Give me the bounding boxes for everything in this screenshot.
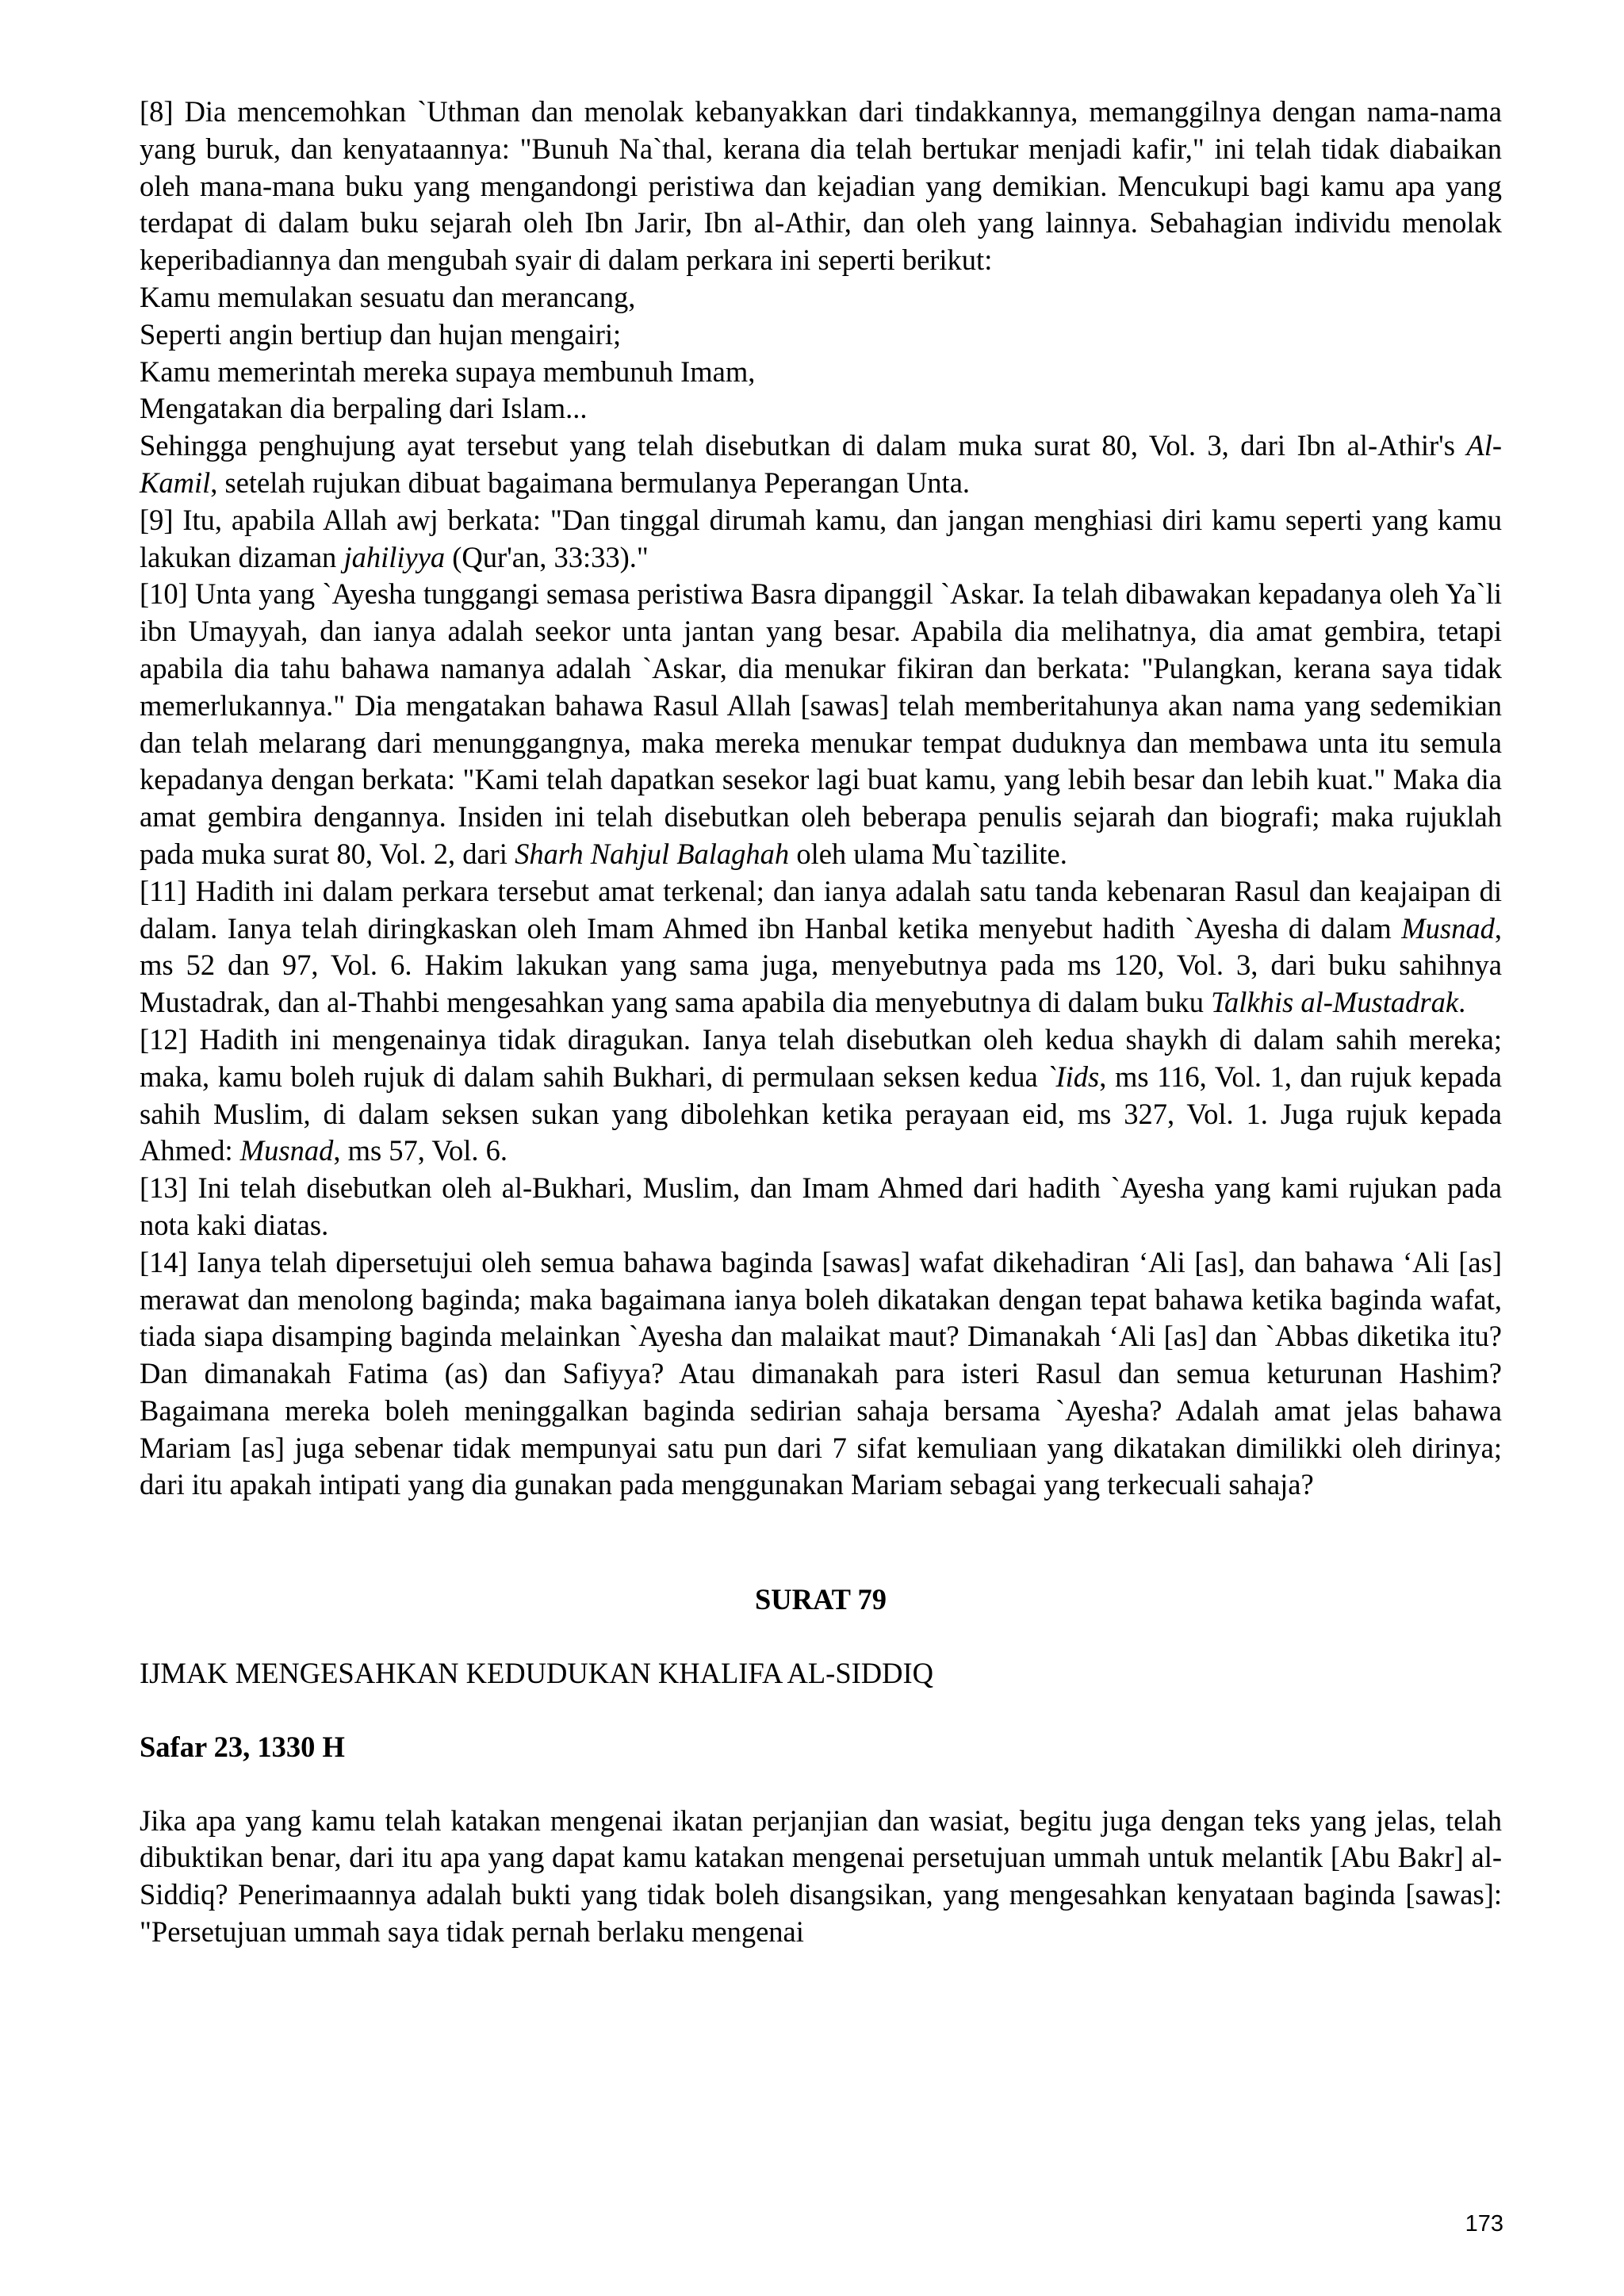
footnote-8-text: [8] Dia mencemohkan `Uthman dan menolak kebanyakkan dari tindakkannya, memanggilnya dengan nama-nama yang buruk, dan kenyataannya: "Bunuh Na`thal, kerana dia telah bertukar menjadi kafir," ini telah tidak diabaikan oleh mana-mana buku yang mengandongi peristiwa dan kejadian yang demikian. Mencukupi bagi kamu apa yang terdapat di dalam buku sejarah oleh Ibn Jarir, Ibn al-Athir, dan oleh yang lainnya. Sebahagian individu menolak keperibadiannya dan mengubah syair di dalam perkara ini seperti berikut: [140,95,1502,277]
text-run: (Qur'an, 33:33)." [445,540,649,573]
text-run: [13] Ini telah disebutkan oleh al-Bukhari, Muslim, dan Imam Ahmed dari hadith `Ayesha yang kami rujukan pada nota kaki diatas. [140,1171,1502,1241]
letter-body: Jika apa yang kamu telah katakan mengenai ikatan perjanjian dan wasiat, begitu juga dengan teks yang jelas, telah dibuktikan benar, dari itu apa yang dapat kamu katakan mengenai persetujuan ummah untuk melantik [Abu Bakr] al-Siddiq? Penerimaannya adalah bukti yang tidak boleh disangsikan, yang mengesahkan kenyataan baginda [sawas]: "Persetujuan ummah saya tidak pernah berlaku mengenai [140,1803,1502,1949]
book-title: Sharh Nahjul Balaghah [515,837,790,870]
letter-subheading: IJMAK MENGESAHKAN KEDUDUKAN KHALIFA AL-SIDDIQ [140,1657,934,1690]
spacer [140,1619,1502,1655]
poem-line: Kamu memulakan sesuatu dan merancang, [140,280,636,313]
letter-heading: SURAT 79 [755,1583,887,1616]
poem [140,279,1502,427]
italic-term: `Iids [1046,1060,1100,1093]
footnote-11 [140,873,1502,1022]
book-title: Talkhis al-Mustadrak [1211,986,1459,1019]
text-run: [10] Unta yang `Ayesha tunggangi semasa peristiwa Basra dipanggil `Askar. Ia telah dibawakan kepadanya oleh Ya`li ibn Umayyah, dan ianya adalah seekor unta jantan yang besar. Apabila dia melihatnya, dia amat gembira, tetapi apabila dia tahu bahawa namanya adalah `Askar, dia menukar fikiran dan berkata: "Pulangkan, kerana saya tidak memerlukannya." Dia mengatakan bahawa Rasul Allah [sawas] telah memberitahunya akan nama yang sedemikian dan telah melarang dari menunggangnya, maka mereka menukar tempat duduknya dan membawa unta itu semula kepadanya dengan berkata: "Kami telah dapatkan sesekor lagi buat kamu, yang lebih besar dan lebih kuat." Maka dia amat gembira dengannya. Insiden ini telah disebutkan oleh beberapa penulis sejarah dan biografi; maka rujuklah pada muka surat 80, Vol. 2, dari [140,577,1502,870]
spacer [140,1766,1502,1803]
footnote-8 [140,94,1502,279]
footnote-10 [140,576,1502,872]
text-run: oleh ulama Mu`tazilite. [789,837,1067,870]
book-title: Musnad [1401,911,1495,945]
footnote-8-continuation [140,427,1502,502]
letter-date: Safar 23, 1330 H [140,1730,345,1763]
page-content [140,94,1502,1951]
poem-line: Mengatakan dia berpaling dari Islam... [140,392,588,425]
page-number: 173 [1465,2211,1503,2237]
book-title: Al-Kamil [140,429,1502,499]
text-run: [14] Ianya telah dipersetujui oleh semua bahawa baginda [sawas] wafat dikehadiran ‘Ali [as], dan bahawa ‘Ali [as] merawat dan menolong baginda; maka bagaimana ianya boleh dikatakan dengan tepat bahawa ketika baginda wafat, tiada siapa disamping baginda melainkan `Ayesha dan malaikat maut? Dimanakah ‘Ali [as] dan `Abbas diketika itu? Dan dimanakah Fatima (as) dan Safiyya? Atau dimanakah para isteri Rasul dan semua keturunan Hashim? Bagaimana mereka boleh meninggalkan baginda sedirian sahaja bersama `Ayesha? Adalah amat jelas bahawa Mariam [as] juga sebenar tidak mempunyai satu pun dari 7 sifat kemuliaan yang dikatakan dimilikki oleh dirinya; dari itu apakah intipati yang dia gunakan pada menggunakan Mariam sebagai yang terkecuali sahaja? [140,1245,1502,1501]
text-run: [9] Itu, apabila Allah awj berkata: "Dan tinggal dirumah kamu, dan jangan menghiasi diri kamu seperti yang kamu lakukan dizaman [140,503,1502,573]
text-run: , ms 116, Vol. 1, dan rujuk kepada sahih Muslim, di dalam seksen sukan yang dibolehkan ketika perayaan eid, ms 327, Vol. 1. Juga rujuk kepada Ahmed: [140,1060,1502,1167]
text-run: , setelah rujukan dibuat bagaimana bermulanya Peperangan Unta. [210,466,971,499]
footnote-13 [140,1170,1502,1244]
text-run: [12] Hadith ini mengenainya tidak diragukan. Ianya telah disebutkan oleh kedua shaykh di dalam sahih mereka; maka, kamu boleh rujuk di dalam sahih Bukhari, di permulaan seksen kedua [140,1022,1502,1093]
spacer [140,1692,1502,1729]
poem-line: Seperti angin bertiup dan hujan mengairi; [140,317,622,351]
text-run: [11] Hadith ini dalam perkara tersebut amat terkenal; dan ianya adalah satu tanda kebenaran Rasul dan keajaipan di dalam. Ianya telah diringkaskan oleh Imam Ahmed ibn Hanbal ketika menyebut hadith `Ayesha di dalam [140,874,1502,945]
text-run: , ms 57, Vol. 6. [333,1134,508,1167]
footnote-14 [140,1244,1502,1504]
spacer [140,1504,1502,1581]
text-run: Sehingga penghujung ayat tersebut yang telah disebutkan di dalam muka surat 80, Vol. 3, dari Ibn al-Athir's [140,429,1467,462]
footnote-9 [140,502,1502,577]
text-run: , ms 52 dan 97, Vol. 6. Hakim lakukan yang sama juga, menyebutnya pada ms 120, Vol. 3, dari buku sahihnya Mustadrak, dan al-Thahbi mengesahkan yang sama apabila dia menyebutnya di dalam buku [140,911,1502,1019]
text-run: . [1458,986,1466,1019]
italic-term: jahiliyya [343,540,446,573]
footnote-12 [140,1022,1502,1170]
book-title: Musnad [239,1134,334,1167]
poem-line: Kamu memerintah mereka supaya membunuh Imam, [140,355,756,388]
